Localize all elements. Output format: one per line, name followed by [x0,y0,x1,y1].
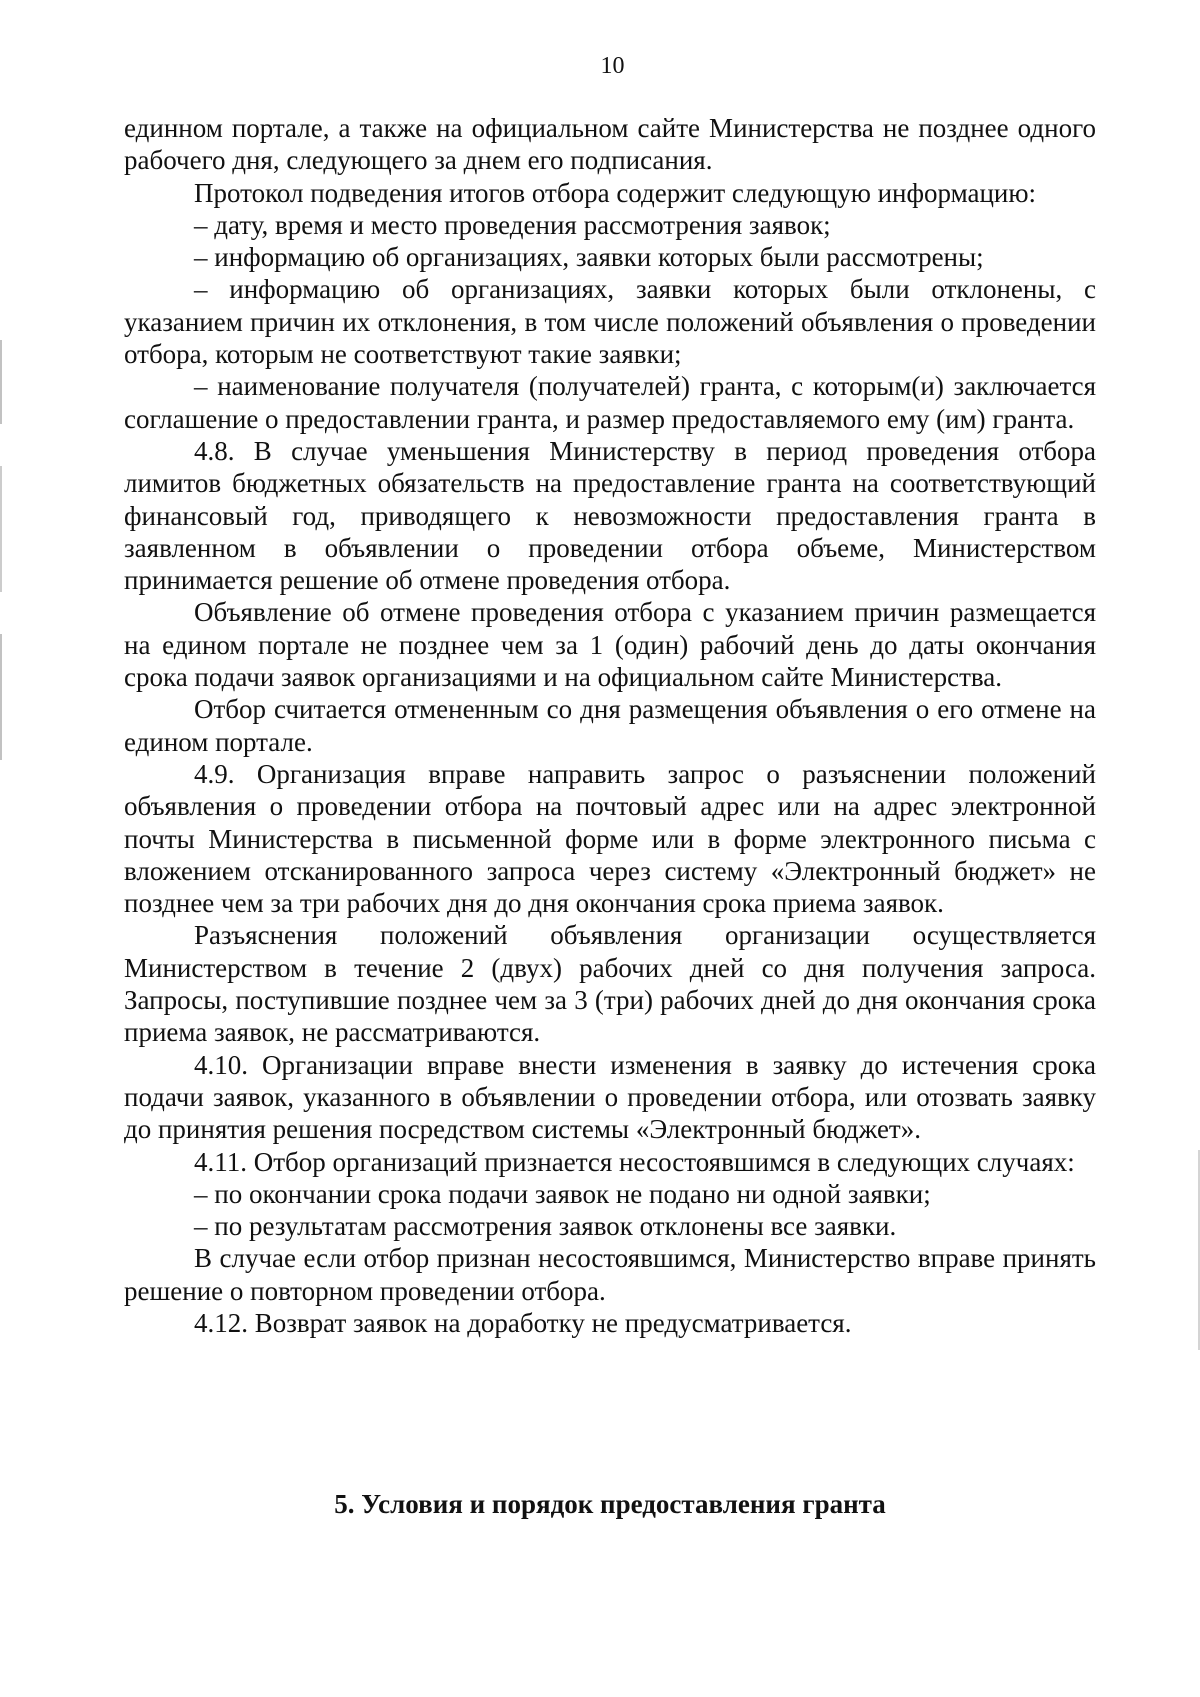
paragraph: 4.11. Отбор организаций признается несостоявшимся в следующих случаях: [194,1146,1075,1177]
page-number: 10 [600,53,625,79]
paragraph: единном портале, а также на официальном сайте Министерства не позднее одного рабочего дня, следующего за днем его подписания. [124,113,1096,176]
document-body [124,112,1096,1339]
scan-edge-artifact [0,340,2,760]
paragraph: 4.9. Организация вправе направить запрос о разъяснении положений объявления о проведении отбора на почтовый адрес или на адрес электронной почты Министерства в письменной форме или в форме электронного письма с вложением отсканированного запроса через систему «Электронный бюджет» не позднее чем за три рабочих дня до дня окончания срока приема заявок. [124,758,1096,919]
list-item: – наименование получателя (получателей) гранта, с которым(и) заключается соглашение о предоставлении гранта, и размер предоставляемого ему (им) гранта. [124,371,1096,434]
paragraph: В случае если отбор признан несостоявшимся, Министерство вправе принять решение о повторном проведении отбора. [124,1243,1096,1306]
section-heading: 5. Условия и порядок предоставления гранта [334,1489,886,1519]
paragraph: 4.12. Возврат заявок на доработку не предусматривается. [194,1307,852,1338]
list-item: – по окончании срока подачи заявок не подано ни одной заявки; [194,1178,931,1209]
paragraph: Разъяснения положений объявления организации осуществляется Министерством в течение 2 (двух) рабочих дней со дня получения запроса. Запросы, поступившие позднее чем за 3 (три) рабочих дней до дня окончания срока приема заявок, не рассматриваются. [124,920,1096,1048]
list-item: – информацию об организациях, заявки которых были рассмотрены; [194,242,984,273]
paragraph: Протокол подведения итогов отбора содержит следующую информацию: [194,177,1037,208]
paragraph: 4.10. Организации вправе внести изменения в заявку до истечения срока подачи заявок, указанного в объявлении о проведении отбора, или отозвать заявку до принятия решения посредством системы «Электронный бюджет». [124,1049,1096,1145]
paragraph: Объявление об отмене проведения отбора с указанием причин размещается на едином портале не позднее чем за 1 (один) рабочий день до даты окончания срока подачи заявок организациями и на официальном сайте Министерства. [124,597,1096,693]
paragraph: 4.8. В случае уменьшения Министерству в период проведения отбора лимитов бюджетных обязательств на предоставление гранта на соответствующий финансовый год, приводящего к невозможности предоставления гранта в заявленном в объявлении о проведении отбора объеме, Министерством принимается решение об отмене проведения отбора. [124,435,1096,596]
list-item: – информацию об организациях, заявки которых были отклонены, с указанием причин их отклонения, в том числе положений объявления о проведении отбора, которым не соответствуют такие заявки; [124,274,1096,370]
paragraph: Отбор считается отмененным со дня размещения объявления о его отмене на едином портале. [124,694,1096,757]
list-item: – по результатам рассмотрения заявок отклонены все заявки. [194,1211,897,1242]
list-item: – дату, время и место проведения рассмотрения заявок; [194,209,831,240]
